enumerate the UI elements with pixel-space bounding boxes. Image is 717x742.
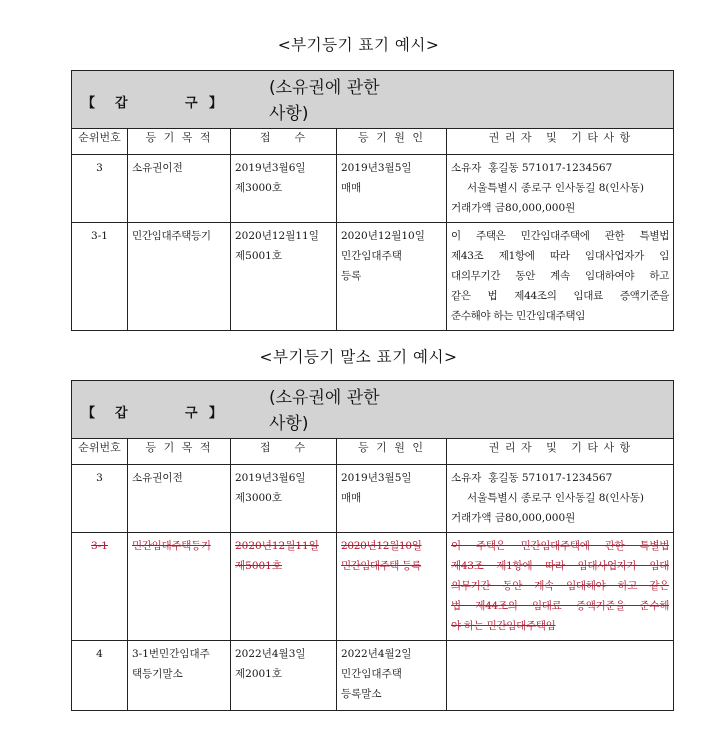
reception-cell: 2020년12월11일 제5001호	[235, 540, 319, 572]
cause-cell: 2020년12월10일 민간임대주택 등록	[341, 540, 422, 572]
section2-title: <부기등기 말소 표기 예시>	[259, 348, 458, 366]
rights-cell: 소유자 홍길동 571017-1234567 서울특별시 종로구 인사동길 8(인사동) 거래가액 금80,000,000원	[451, 162, 645, 214]
cause-cell: 2020년12월10일 민간임대주택 등록	[341, 230, 425, 282]
rights-cell: 소유자 홍길동 571017-1234567 서울특별시 종로구 인사동길 8(인사동) 거래가액 금80,000,000원	[451, 472, 645, 524]
registry-table-2	[71, 380, 674, 711]
registry-table-1	[71, 70, 674, 331]
table-row	[72, 641, 674, 711]
purpose-cell: 3-1번민간임대주 택등기말소	[132, 648, 210, 680]
rank-cell: 3	[96, 472, 103, 484]
table-header-band: 【 갑 구 】 (소유권에 관한 사항)	[72, 71, 674, 129]
col-header-purpose: 등 기 목 적	[128, 129, 231, 155]
reception-cell: 2019년3월6일 제3000호	[235, 472, 306, 504]
purpose-cell: 소유권이전	[132, 162, 183, 174]
section1-title: <부기등기 표기 예시>	[277, 36, 440, 54]
col-header-reception: 접 수	[231, 439, 337, 465]
table-header-band: 【 갑 구 】 (소유권에 관한 사항)	[72, 381, 674, 439]
rights-cell: 이 주택은 민간임대주택에 관한 특별법 제43조 제1항에 따라 임대사업자가 임 대의무기간 동안 계속 임대하여야 하고 같은 법 제44조의 임대료 증액기준을 준수해야 하는 민간임대주택임	[451, 230, 670, 322]
rights-cell-empty	[447, 641, 673, 644]
cause-cell: 2019년3월5일 매매	[341, 162, 412, 194]
col-header-rights: 권 리 자 및 기 타 사 항	[447, 439, 674, 465]
rank-cell: 4	[96, 648, 103, 660]
table-row-struck	[72, 533, 674, 641]
column-header-row	[72, 129, 674, 155]
purpose-cell: 민간임대주택등기	[132, 230, 211, 242]
table-row	[72, 223, 674, 331]
purpose-cell: 소유권이전	[132, 472, 183, 484]
cause-cell: 2019년3월5일 매매	[341, 472, 412, 504]
rank-cell: 3	[96, 162, 103, 174]
rights-cell: 이 주택은 민간임대주택에 관한 특별법 제43조 제1항에 따라 임대사업자가 임대 의무기간 동안 계속 임대해야 하고 같은 법 제44조의 임대료 증액기준을 준수해 야 하는 민간임대주택임	[451, 540, 670, 632]
rank-cell: 3-1	[91, 230, 108, 242]
rank-cell: 3-1	[91, 540, 108, 552]
cause-cell: 2022년4월2일 민간임대주택 등록말소	[341, 648, 412, 700]
col-header-rights: 권 리 자 및 기 타 사 항	[447, 129, 674, 155]
table-row	[72, 465, 674, 533]
col-header-cause: 등 기 원 인	[337, 439, 447, 465]
col-header-reception: 접 수	[231, 129, 337, 155]
col-header-purpose: 등 기 목 적	[128, 439, 231, 465]
column-header-row	[72, 439, 674, 465]
purpose-cell: 민간임대주택등기	[132, 540, 211, 552]
col-header-rank: 순위번호	[72, 439, 128, 465]
section-subtitle: (소유권에 관한 사항)	[269, 78, 380, 124]
section-subtitle: (소유권에 관한 사항)	[269, 388, 380, 434]
reception-cell: 2020년12월11일 제5001호	[235, 230, 319, 262]
col-header-cause: 등 기 원 인	[337, 129, 447, 155]
col-header-rank: 순위번호	[72, 129, 128, 155]
table-row	[72, 155, 674, 223]
reception-cell: 2019년3월6일 제3000호	[235, 162, 306, 194]
reception-cell: 2022년4월3일 제2001호	[235, 648, 306, 680]
